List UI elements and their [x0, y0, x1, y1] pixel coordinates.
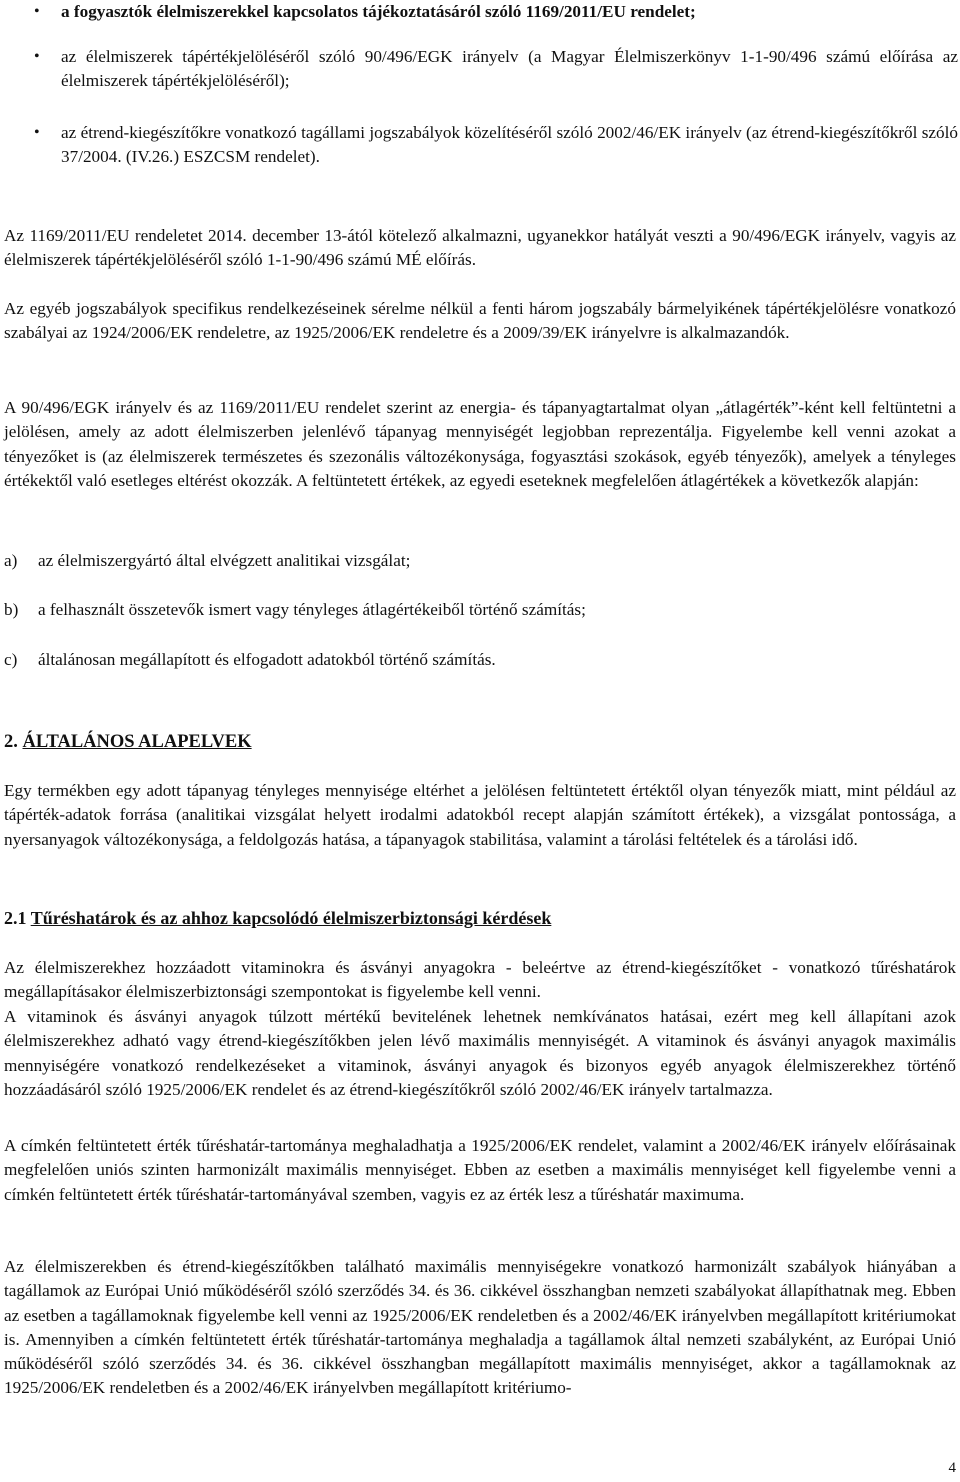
section-number: 2. [4, 732, 18, 752]
list-item [4, 549, 956, 573]
list-item [4, 648, 956, 672]
paragraph: A vitaminok és ásványi anyagok túlzott mértékű bevitelének lehetnek nemkívánatos hatásai, ezért meg kell állapítani azok élelmiszerekhez adható vagy étrend-kiegészítőkben jelen lévő maximális mennyiségét. A vitaminok és ásványi anyagok maximális mennyiségére vonatkozó rendelkezéseket a vitaminok, ásványi anyagok és bizonyos egyéb anyagok élelmiszerekhez történő hozzáadásáról szóló 1925/2006/EK rendelet és az étrend-kiegészítőkről szóló 2002/46/EK irányelv tartalmazza. [4, 1007, 956, 1099]
page-number: 4 [948, 1460, 956, 1476]
paragraph: A címkén feltüntetett érték tűréshatár-tartománya meghaladhatja a 1925/2006/EK rendelet, valamint a 2002/46/EK irányelv előírásainak megfelelően uniós szinten harmonizált maximális mennyiséget. Ebben az esetben a maximális mennyiséget kell figyelembe venni a címkén feltüntetett érték tűréshatár-tartományával szemben, vagyis ez az érték lesz a tűréshatár maximuma. [4, 1136, 956, 1204]
subsection-number: 2.1 [4, 908, 27, 928]
subsection-heading [4, 906, 551, 930]
section-title: ÁLTALÁNOS ALAPELVEK [22, 732, 252, 752]
bullet-text: az élelmiszerek tápértékjelöléséről szóló 90/496/EGK irányelv (a Magyar Élelmiszerkönyv 1-1-90/496 számú előírása az élelmiszerek tápértékjelöléséről); [61, 47, 958, 91]
bullet-dot-icon: • [34, 48, 40, 65]
paragraph: Az egyéb jogszabályok specifikus rendelkezéseinek sérelme nélkül a fenti három jogszabály bármelyikének tápértékjelölésre vonatkozó szabályai az 1924/2006/EK rendeletre, az 1925/2006/EK rendeletre és a 2009/39/EK irányelvre is alkalmazandók. [4, 299, 956, 343]
list-marker: a) [4, 551, 18, 570]
list-item [4, 598, 956, 622]
paragraph: Az élelmiszerekhez hozzáadott vitaminokra és ásványi anyagokra - beleértve az étrend-kiegészítőket - vonatkozó tűréshatárok megállapításakor élelmiszerbiztonsági szempontokat is figyelembe kell venni. [4, 958, 956, 1002]
list-marker: c) [4, 650, 18, 669]
bullet-text: az étrend-kiegészítőkre vonatkozó tagállami jogszabályok közelítéséről szóló 2002/46/EK irányelv (az étrend-kiegészítőkről szóló 37/2004. (IV.26.) ESZCSM rendelet). [61, 123, 958, 167]
list-item-text: általánosan megállapított és elfogadott adatokból történő számítás. [38, 650, 496, 669]
bullet-text: a fogyasztók élelmiszerekkel kapcsolatos tájékoztatásáról szóló 1169/2011/EU rendelet; [61, 2, 696, 21]
list-marker: b) [4, 600, 19, 619]
bullet-dot-icon: • [34, 124, 40, 141]
bullet-dot-icon: • [34, 3, 40, 20]
list-item-text: az élelmiszergyártó által elvégzett analitikai vizsgálat; [38, 551, 411, 570]
paragraph: A 90/496/EGK irányelv és az 1169/2011/EU rendelet szerint az energia- és tápanyagtartalmat olyan „átlagérték”-ként kell feltüntetni a jelölésen, amely az adott élelmiszerben jelenlévő tápanyag mennyiségét legjobban reprezentálja. Figyelembe kell venni azokat a tényezőket is (az élelmiszerek természetes és szezonális változékonysága, fogyasztási szokások, egyéb tényezők), amelyek a tényleges értékektől való esetleges eltérést okozzák. A feltüntetett értékek, az egyedi eseteknek megfelelően átlagértékek a következők alapján: [4, 398, 956, 490]
list-item-text: a felhasznált összetevők ismert vagy tényleges átlagértékeiből történő számítás; [38, 600, 586, 619]
paragraph: Az élelmiszerekben és étrend-kiegészítőkben található maximális mennyiségekre vonatkozó harmonizált szabályok hiányában a tagállamok az Európai Unió működéséről szóló szerződés 34. és 36. cikkével összhangban nemzeti szabályokat állapíthatnak meg. Ebben az esetben a tagállamoknak figyelembe kell venni az 1925/2006/EK rendeletben és a 2002/46/EK irányelvben megállapított kritériumokat is. Amennyiben a címkén feltüntetett érték tűréshatár-tartománya meghaladja a tagállamok által nemzeti szabályként, az Európai Unió működéséről szóló szerződés 34. és 36. cikkével összhangban megállapított maximális mennyiséget, akkor a tagállamoknak az 1925/2006/EK rendeletben és a 2002/46/EK irányelvben megállapított kritériumo- [4, 1257, 956, 1398]
subsection-title: Tűréshatárok és az ahhoz kapcsolódó élelmiszerbiztonsági kérdések [30, 908, 552, 928]
section-heading [4, 730, 252, 754]
paragraph: Egy termékben egy adott tápanyag tényleges mennyisége eltérhet a jelölésen feltüntetett értéktől olyan tényezők miatt, mint például az tápérték-adatok forrása (analitikai vizsgálat helyett irodalmi adatokból recept alapján számított értékek), a vizsgálat pontossága, a nyersanyagok változékonysága, a feldolgozás hatása, a tápanyagok stabilitása, valamint a tárolási feltételek és a tárolási idő. [4, 781, 956, 849]
paragraph: Az 1169/2011/EU rendeletet 2014. december 13-ától kötelező alkalmazni, ugyanekkor hatályát veszti a 90/496/EGK irányelv, vagyis az élelmiszerek tápértékjelöléséről szóló 1-1-90/496 számú MÉ előírás. [4, 226, 956, 270]
